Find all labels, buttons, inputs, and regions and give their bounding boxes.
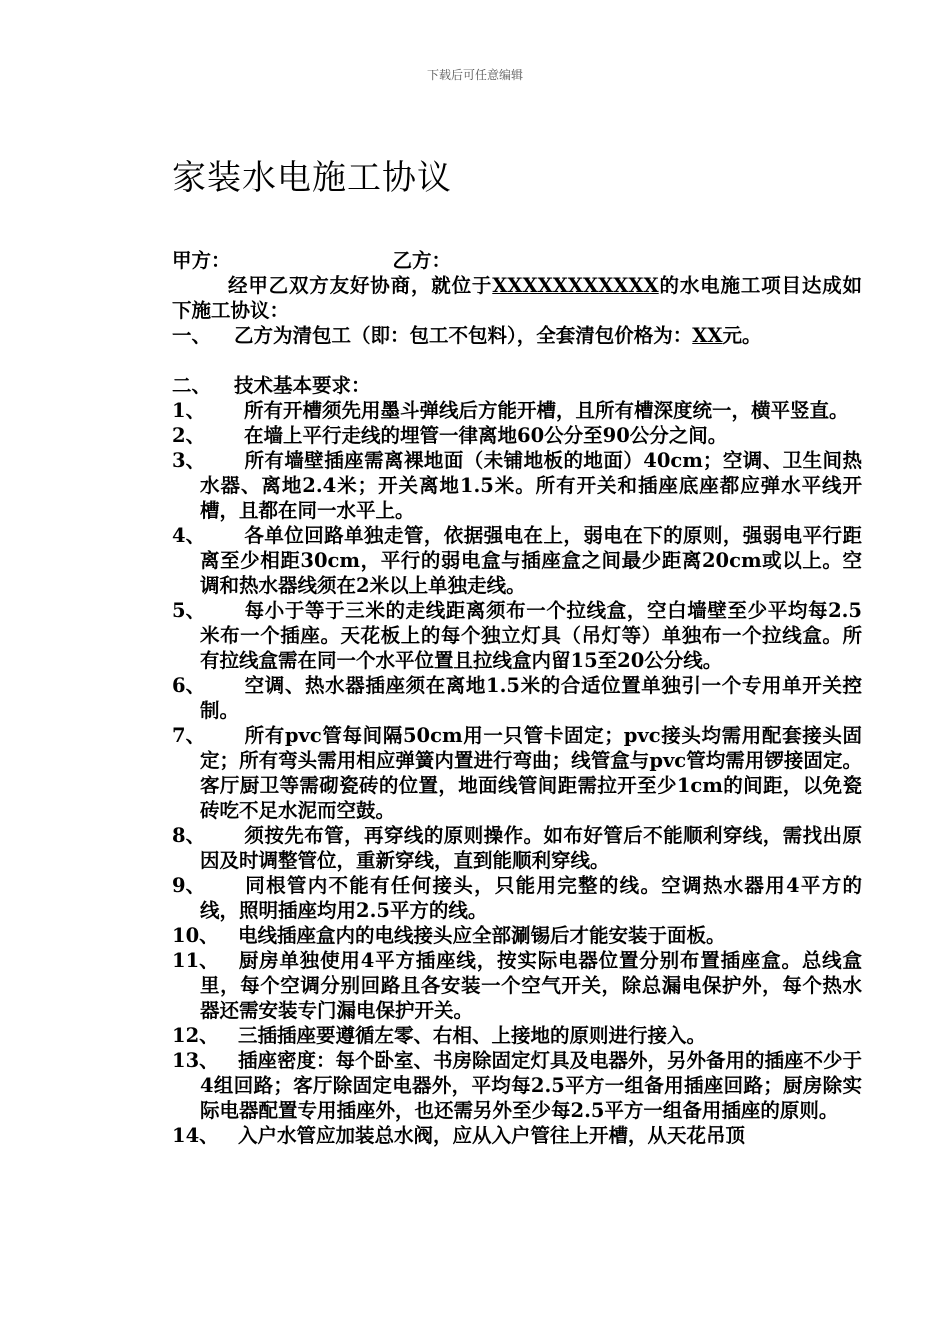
list-item: 3、 所有墙壁插座需离裸地面（未铺地板的地面）40cm；空调、卫生间热水器、离地2.4米；开关离地1.5米。所有开关和插座底座都应弹水平线开槽，且都在同一水平上。: [172, 449, 862, 522]
list-item: 11、 厨房单独使用4平方插座线，按实际电器位置分别布置插座盒。总线盒里，每个空调分别回路且各安装一个空气开关，除总漏电保护外，每个热水器还需安装专门漏电保护开关。: [172, 949, 862, 1022]
list-item: 8、 须按先布管，再穿线的原则操作。如布好管后不能顺利穿线，需找出原因及时调整管位，重新穿线，直到能顺利穿线。: [172, 824, 862, 872]
list-item: 6、 空调、热水器插座须在离地1.5米的合适位置单独引一个专用单开关控制。: [172, 674, 862, 722]
document-body: [172, 248, 862, 1148]
page-title: 家装水电施工协议: [172, 158, 452, 198]
section-1: 一、 乙方为清包工（即：包工不包料），全套清包价格为：XX元。: [172, 324, 762, 347]
price-value: XX: [692, 324, 723, 347]
list-item: 2、 在墙上平行走线的埋管一律离地60公分至90公分之间。: [172, 424, 728, 447]
list-item: 7、 所有pvc管每间隔50cm用一只管卡固定；pvc接头均需用配套接头固定；所有弯头需用相应弹簧内置进行弯曲；线管盒与pvc管均需用锣接固定。客厅厨卫等需砌瓷砖的位置，地面线管间距需拉开至少1cm的间距，以免瓷砖吃不足水泥而空鼓。: [172, 724, 862, 822]
list-item: 14、 入户水管应加装总水阀，应从入户管往上开槽，从天花吊顶: [172, 1124, 746, 1147]
list-item: 4、 各单位回路单独走管，依据强电在上，弱电在下的原则，强弱电平行距离至少相距30cm，平行的弱电盒与插座盒之间最少距离20cm或以上。空调和热水器线须在2米以上单独走线。: [172, 524, 862, 597]
list-item: 12、 三插插座要遵循左零、右相、上接地的原则进行接入。: [172, 1024, 707, 1047]
section-2-heading: 技术基本要求：: [234, 374, 371, 397]
list-item: 9、 同根管内不能有任何接头，只能用完整的线。空调热水器用4平方的线，照明插座均用2.5平方的线。: [172, 874, 862, 922]
list-item: 10、 电线插座盒内的电线接头应全部涮锡后才能安装于面板。: [172, 924, 726, 947]
project-name: XXXXXXXXXXX: [492, 274, 659, 297]
parties-line: [172, 248, 862, 273]
section-1-number: 一、: [172, 324, 212, 347]
intro-paragraph: 经甲乙双方友好协商，就位于XXXXXXXXXXX的水电施工项目达成如下施工协议：: [172, 274, 862, 322]
list-item: 5、 每小于等于三米的走线距离须布一个拉线盒，空白墙壁至少平均每2.5米布一个插座。天花板上的每个独立灯具（吊灯等）单独布一个拉线盒。所有拉线盒需在同一个水平位置且拉线盒内留15至20公分线。: [172, 599, 862, 672]
party-b-label: 乙方：: [392, 249, 452, 272]
list-item: 1、 所有开槽须先用墨斗弹线后方能开槽，且所有槽深度统一，横平竖直。: [172, 399, 849, 422]
section-2: [172, 373, 862, 398]
section-2-number: 二、: [172, 374, 212, 397]
header-note: 下载后可任意编辑: [426, 68, 523, 82]
requirements-list: [172, 398, 862, 1148]
party-a-label: 甲方：: [172, 249, 231, 272]
list-item: 13、 插座密度：每个卧室、书房除固定灯具及电器外，另外备用的插座不少于4组回路；客厅除固定电器外，平均每2.5平方一组备用插座回路；厨房除实际电器配置专用插座外，也还需另外至少每2.5平方一组备用插座的原则。: [172, 1049, 863, 1122]
